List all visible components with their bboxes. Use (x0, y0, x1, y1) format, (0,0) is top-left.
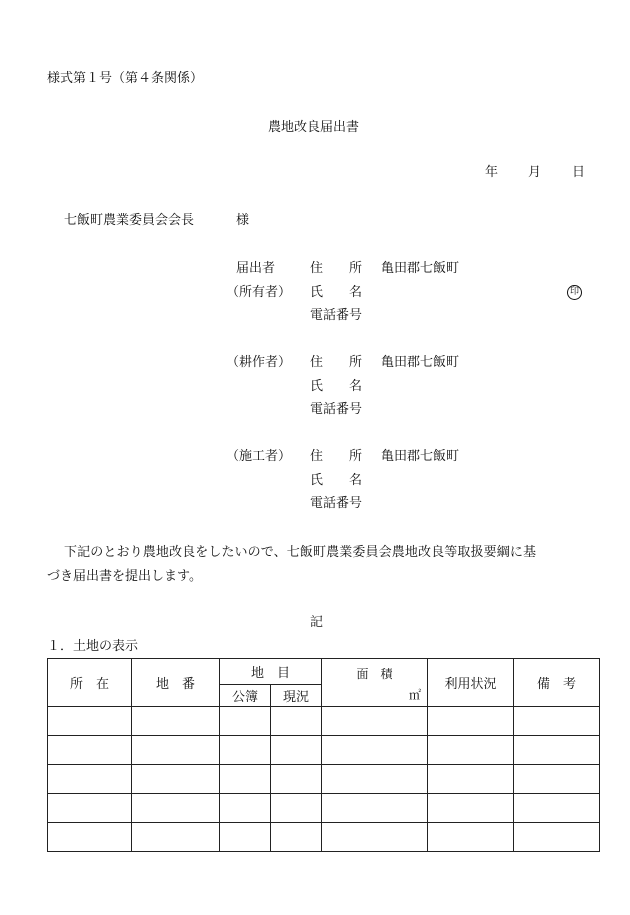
party-role-owner: （所有者） (226, 285, 292, 300)
cell-area (322, 794, 428, 823)
col-header-remarks: 備 考 (514, 659, 600, 707)
party-role-contractor: （施工者） (226, 449, 292, 464)
table-row (48, 794, 600, 823)
addressee-name: 七飯町農業委員会会長 (64, 213, 195, 228)
area-unit: ㎡ (409, 688, 422, 702)
cell-registry (220, 707, 271, 736)
body-text-line1: 下記のとおり農地改良をしたいので、七飯町農業委員会農地改良等取扱要綱に基 (64, 545, 537, 560)
cell-registry (220, 765, 271, 794)
form-number: 様式第１号（第４条関係） (47, 71, 204, 86)
cell-area (322, 736, 428, 765)
cell-usage (428, 794, 514, 823)
cell-location (48, 736, 132, 765)
col-header-current: 現況 (271, 685, 322, 707)
col-header-area-label: 面 積 (356, 667, 393, 681)
cell-remarks (514, 823, 600, 852)
col-header-lot: 地 番 (132, 659, 220, 707)
table-row (48, 765, 600, 794)
cell-lot (132, 707, 220, 736)
table-row (48, 823, 600, 852)
party-address-value: 亀田郡七飯町 (381, 355, 460, 370)
cell-location (48, 823, 132, 852)
cell-lot (132, 794, 220, 823)
party-phone-label: 電話番号 (310, 402, 363, 417)
cell-area (322, 823, 428, 852)
cell-usage (428, 707, 514, 736)
cell-registry (220, 736, 271, 765)
party-address-value: 亀田郡七飯町 (381, 449, 460, 464)
ki-heading: 記 (310, 615, 324, 630)
col-header-registry: 公簿 (220, 685, 271, 707)
party-role: 届出者 (236, 261, 276, 276)
cell-current (271, 736, 322, 765)
party-phone-label: 電話番号 (310, 496, 363, 511)
party-address-label: 住 所 (310, 261, 363, 276)
col-header-usage: 利用状況 (428, 659, 514, 707)
section-heading: １．土地の表示 (47, 639, 139, 654)
cell-usage (428, 736, 514, 765)
cell-lot (132, 765, 220, 794)
cell-location (48, 765, 132, 794)
cell-usage (428, 765, 514, 794)
cell-location (48, 707, 132, 736)
cell-lot (132, 823, 220, 852)
cell-remarks (514, 765, 600, 794)
cell-location (48, 794, 132, 823)
cell-remarks (514, 736, 600, 765)
cell-remarks (514, 794, 600, 823)
cell-area (322, 707, 428, 736)
cell-current (271, 823, 322, 852)
page-title: 農地改良届出書 (268, 120, 360, 135)
cell-registry (220, 823, 271, 852)
cell-registry (220, 794, 271, 823)
table-row (48, 736, 600, 765)
party-phone-label: 電話番号 (310, 308, 363, 323)
cell-usage (428, 823, 514, 852)
party-address-label: 住 所 (310, 355, 363, 370)
table-row (48, 707, 600, 736)
party-name-label: 氏 名 (310, 379, 363, 394)
party-address-value: 亀田郡七飯町 (381, 261, 460, 276)
land-table (47, 658, 600, 852)
cell-area (322, 765, 428, 794)
col-header-category: 地 目 (220, 659, 322, 685)
cell-current (271, 707, 322, 736)
date-day: 日 (572, 165, 586, 180)
col-header-location: 所 在 (48, 659, 132, 707)
cell-current (271, 794, 322, 823)
date-month: 月 (528, 165, 542, 180)
party-address-label: 住 所 (310, 449, 363, 464)
cell-lot (132, 736, 220, 765)
seal-mark: 印 (567, 285, 582, 300)
party-name-label: 氏 名 (310, 285, 363, 300)
date-year: 年 (485, 165, 499, 180)
party-role-cultivator: （耕作者） (226, 355, 292, 370)
party-name-label: 氏 名 (310, 473, 363, 488)
col-header-area (322, 659, 428, 707)
cell-current (271, 765, 322, 794)
addressee-honorific: 様 (236, 213, 250, 228)
body-text-line2: づき届出書を提出します。 (47, 569, 202, 584)
cell-remarks (514, 707, 600, 736)
